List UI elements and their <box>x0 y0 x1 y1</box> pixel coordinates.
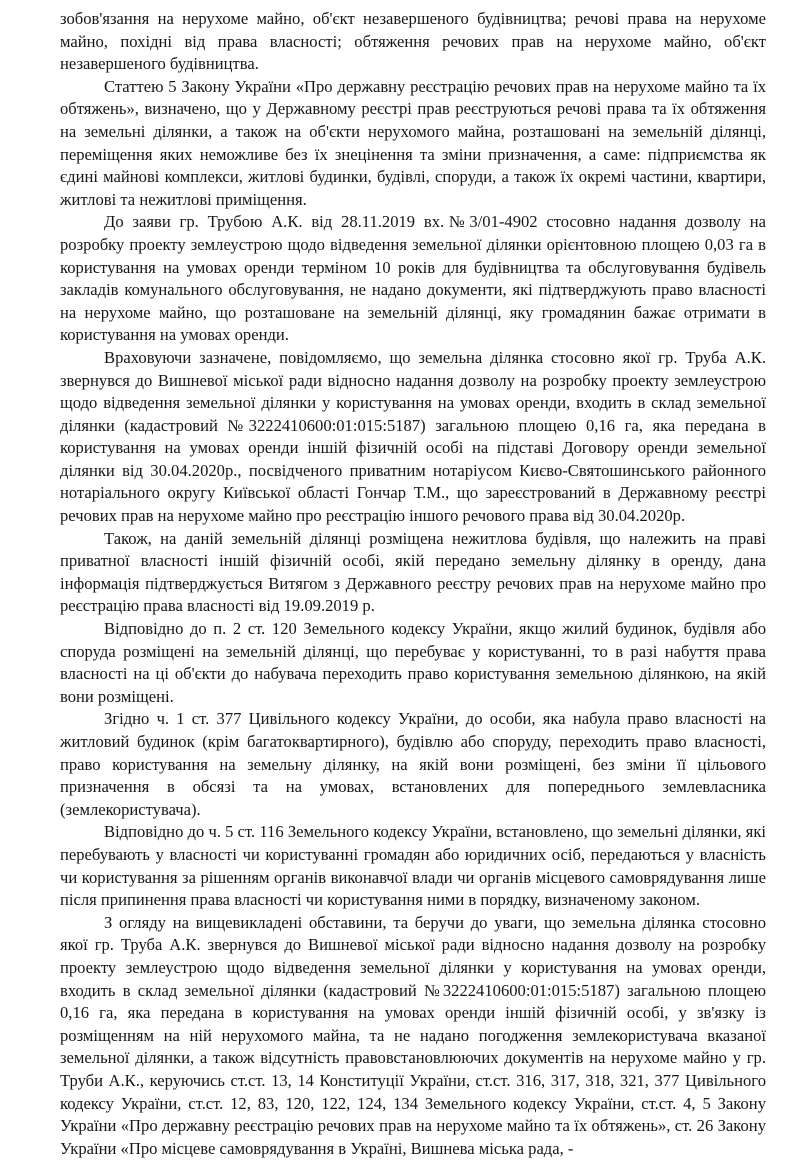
paragraph-conclusion: З огляду на вищевикладені обставини, та беручи до уваги, що земельна ділянка стосовно якої гр. Труба А.К. звернувся до Вишневої міської ради відносно надання дозволу на розробку проекту землеустрою щодо відведення земельної ділянки у користування на умовах оренди, входить в склад земельної ділянки (кадастровий №3222410600:01:015:5187) загальною площею 0,16 га, яка передана в користування на умовах оренди іншій фізичній особі, у зв'язку із розміщенням на ній нерухомого майна, та не надано погодження землекористувача вказаної земельної ділянки, а також відсутність правовстановлюючих документів на нерухоме майно у гр. Труби А.К., керуючись ст.ст. 13, 14 Конституції України, ст.ст. 316, 317, 318, 321, 377 Цивільного кодексу України, ст.ст. 12, 83, 120, 122, 124, 134 Земельного кодексу України, ст.ст. 4, 5 Закону України «Про державну реєстрацію речових прав на нерухоме майно та їх обтяжень», ст. 26 Закону України «Про місцеве самоврядування в Україні, Вишнева міська рада, - <box>60 912 766 1158</box>
paragraph-land-code-116: Відповідно до ч. 5 ст. 116 Земельного кодексу України, встановлено, що земельні ділянки, які перебувають у власності чи користуванні громадян або юридичних осіб, передаються у власність чи користування за рішенням органів виконавчої влади чи органів місцевого самоврядування лише після припинення права власності чи користування ними в порядку, визначеному законом. <box>60 822 766 910</box>
paragraph-continuation: зобов'язання на нерухоме майно, об'єкт незавершеного будівництва; речові права на нерухоме майно, похідні від права власності; обтяження речових прав на нерухоме майно, об'єкт незавершеного будівництва. <box>60 9 766 74</box>
paragraph-application: До заяви гр. Трубою А.К. від 28.11.2019 вх.№3/01-4902 стосовно надання дозволу на розробку проекту землеустрою щодо відведення земельної ділянки орієнтовною площею 0,03 га в користування на умовах оренди терміном 10 років для будівництва та обслуговування будівель закладів комунального обслуговування, не надано документи, які підтверджують право власності на нерухоме майно, що розташоване на земельній ділянці, яку громадянин бажає отримати в користування на умовах оренди. <box>60 212 766 345</box>
paragraph-building: Також, на даній земельній ділянці розміщена нежитлова будівля, що належить на праві приватної власності іншій фізичній особі, якій передано земельну ділянку в оренду, дана інформація підтверджується Витягом з Державного реєстру речових прав на нерухоме майно про реєстрацію права власності від 19.09.2019 р. <box>60 528 766 616</box>
paragraph-article-5: Статтею 5 Закону України «Про державну реєстрацію речових прав на нерухоме майно та їх обтяжень», визначено, що у Державному реєстрі прав реєструються речові права та їх обтяження на земельні ділянки, а також на об'єкти нерухомого майна, розташовані на земельній ділянці, переміщення яких неможливе без їх знецінення та зміни призначення, а саме: підприємства як єдині майнові комплекси, житлові будинки, будівлі, споруди, а також їх окремі частини, квартири, житлові та нежитлові приміщення. <box>60 76 766 209</box>
paragraph-land-plot: Враховуючи зазначене, повідомляємо, що земельна ділянка стосовно якої гр. Труба А.К. звернувся до Вишневої міської ради відносно надання дозволу на розробку проекту землеустрою щодо відведення земельної ділянки у користування на умовах оренди, входить в склад земельної ділянки (кадастровий №3222410600:01:015:5187) загальною площею 0,16 га, яка передана в користування на умовах оренди іншій фізичній особі на підставі Договору оренди земельної ділянки від 30.04.2020р., посвідченого приватним нотаріусом Києво-Святошинського районного нотаріального округу Київської області Гончар Т.М., що зареєстрований в Державному реєстрі речових прав на нерухоме майно про реєстрацію іншого речового права від 30.04.2020р. <box>60 347 766 526</box>
paragraph-civil-code-377: Згідно ч. 1 ст. 377 Цивільного кодексу України, до особи, яка набула право власності на житловий будинок (крім багатоквартирного), будівлю або споруду, переходить право власності, право користування на земельну ділянку, на якій вони розміщені, без зміни її цільового призначення в обсязі та на умовах, встановлених для попереднього землевласника (землекористувача). <box>60 709 766 819</box>
paragraph-land-code-120: Відповідно до п. 2 ст. 120 Земельного кодексу України, якщо жилий будинок, будівля або споруда розміщені на земельній ділянці, що перебуває у користуванні, то в разі набуття права власності на ці об'єкти до набувача переходить право користування земельною ділянкою, на якій вони розміщені. <box>60 619 766 706</box>
